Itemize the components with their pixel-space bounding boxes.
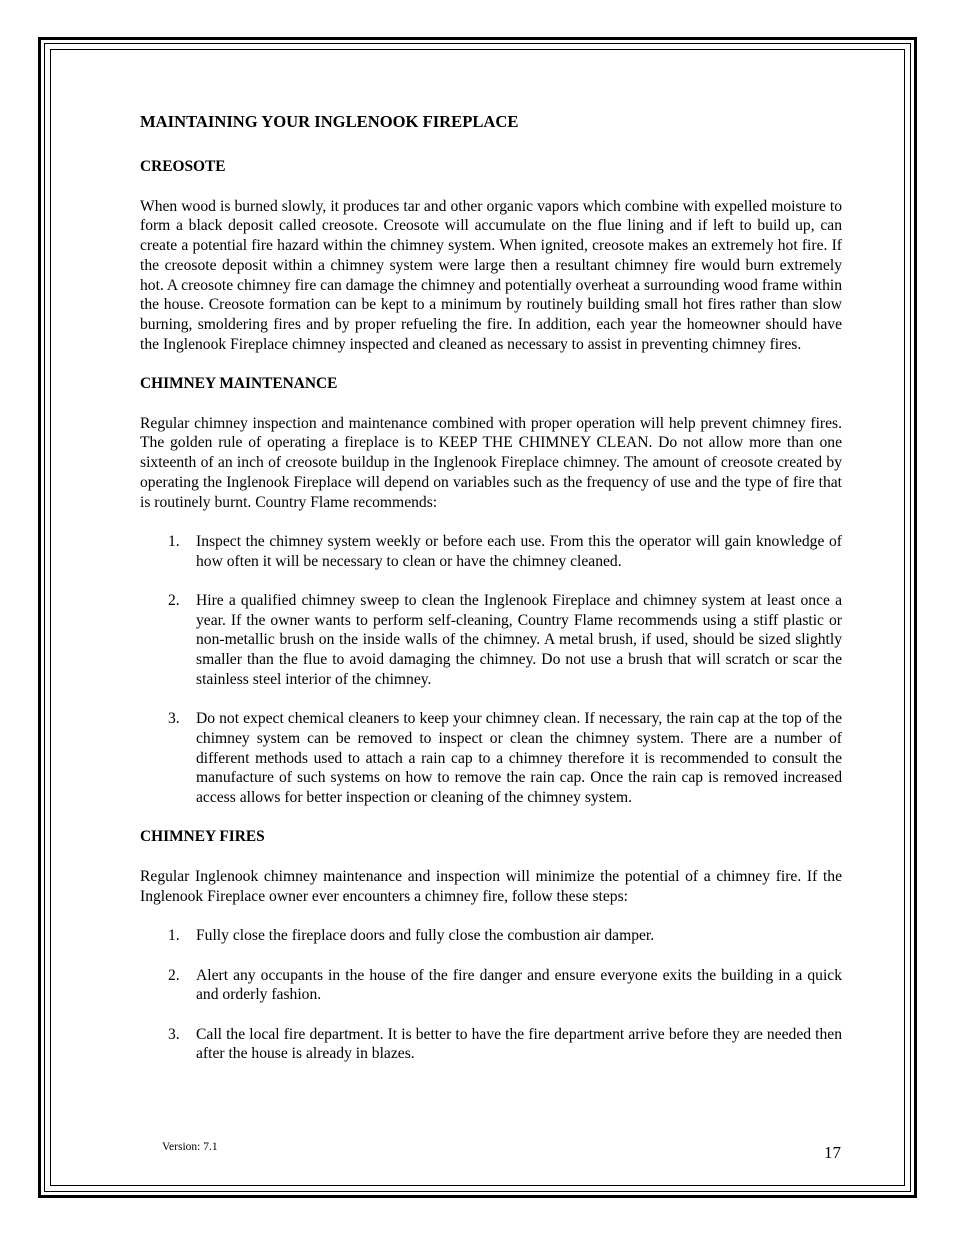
page-title: MAINTAINING YOUR INGLENOOK FIREPLACE: [140, 112, 519, 131]
page-content: [140, 112, 842, 1084]
footer-version: Version: 7.1: [162, 1141, 218, 1153]
chimney-fires-paragraph: Regular Inglenook chimney maintenance and inspection will minimize the potential of a chimney fire. If the Inglenook Fireplace owner ever encounters a chimney fire, follow these steps:: [140, 868, 842, 905]
list-item: [140, 1025, 842, 1064]
list-item: [140, 926, 842, 946]
list-item-number: 1.: [168, 532, 180, 550]
list-item-text: Fully close the fireplace doors and fully close the combustion air damper.: [196, 927, 655, 945]
list-item-text: Call the local fire department. It is better to have the fire department arrive before they are needed then after the house is already in blazes.: [196, 1025, 842, 1063]
list-item-text: Inspect the chimney system weekly or before each use. From this the operator will gain knowledge of how often it will be necessary to clean or have the chimney cleaned.: [196, 532, 842, 570]
section-heading-creosote: CREOSOTE: [140, 158, 226, 175]
list-item-text: Do not expect chemical cleaners to keep your chimney clean. If necessary, the rain cap at the top of the chimney system can be removed to inspect or clean the chimney system. There are a number of different methods used to attach a rain cap to a chimney therefore it is recommended to consult the manufacture of such systems on how to remove the rain cap. Once the rain cap is removed increased access allows for better inspection or cleaning of the chimney system.: [196, 710, 842, 807]
list-item: [140, 591, 842, 690]
maintenance-steps-list: [140, 532, 842, 808]
creosote-paragraph: When wood is burned slowly, it produces tar and other organic vapors which combine with expelled moisture to form a black deposit called creosote. Creosote will accumulate on the flue lining and if left to build up, can create a potential fire hazard within the chimney system. When ignited, creosote makes an extremely hot fire. If the creosote deposit within a chimney system were large then a resultant chimney fire would burn extremely hot. A creosote chimney fire can damage the chimney and potentially overheat a surrounding wood frame within the house. Creosote formation can be kept to a minimum by routinely building small hot fires rather than slow burning, smoldering fires and by proper refueling the fire. In addition, each year the homeowner should have the Inglenook Fireplace chimney inspected and cleaned as necessary to assist in preventing chimney fires.: [140, 197, 842, 353]
page-number: 17: [824, 1143, 841, 1162]
list-item-number: 3.: [168, 1025, 180, 1043]
list-item: [140, 532, 842, 571]
section-heading-chimney-fires: CHIMNEY FIRES: [140, 828, 265, 846]
chimney-maintenance-paragraph: Regular chimney inspection and maintenance combined with proper operation will help prevent chimney fires. The golden rule of operating a fireplace is to KEEP THE CHIMNEY CLEAN. Do not allow more than one sixteenth of an inch of creosote buildup in the Inglenook Fireplace chimney. The amount of creosote created by operating the Inglenook Fireplace will depend on variables such as the frequency of use and the type of fire that is routinely burnt. Country Flame recommends:: [140, 414, 842, 511]
section-heading-chimney-maintenance: CHIMNEY MAINTENANCE: [140, 375, 338, 393]
list-item-text: Hire a qualified chimney sweep to clean the Inglenook Fireplace and chimney system at least once a year. If the owner wants to perform self-cleaning, Country Flame recommends using a stiff plastic or non-metallic brush on the inside walls of the chimney. A metal brush, if used, should be sized slightly smaller than the flue to avoid damaging the chimney. Do not use a brush that will scratch or scar the stainless steel interior of the chimney.: [196, 592, 842, 688]
list-item-text: Alert any occupants in the house of the fire danger and ensure everyone exits the building in a quick and orderly fashion.: [196, 966, 842, 1004]
list-item-number: 2.: [168, 966, 180, 984]
list-item: [140, 966, 842, 1005]
fire-steps-list: [140, 926, 842, 1064]
list-item-number: 3.: [168, 710, 180, 728]
list-item-number: 2.: [168, 592, 180, 610]
list-item-number: 1.: [168, 927, 180, 945]
list-item: [140, 709, 842, 808]
